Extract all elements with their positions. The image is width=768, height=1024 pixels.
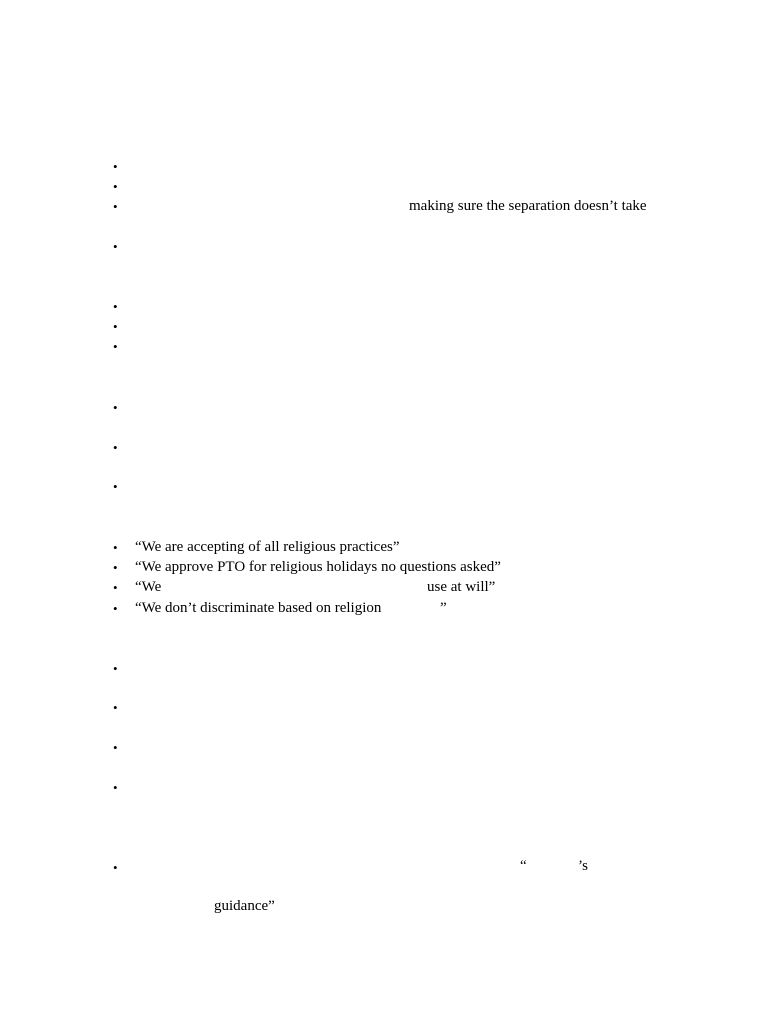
list-bullet: • (113, 479, 118, 494)
list-bullet: • (113, 780, 118, 795)
list-bullet: • (113, 440, 118, 455)
quote-text: ” (440, 600, 447, 616)
quote-text: “We (135, 579, 162, 595)
list-bullet: • (113, 339, 118, 354)
list-item-text: making sure the separation doesn’t take (409, 198, 647, 214)
list-bullet: • (113, 299, 118, 314)
list-bullet: • (113, 580, 118, 595)
list-bullet: • (113, 400, 118, 415)
list-bullet: • (113, 540, 118, 555)
list-bullet: • (113, 740, 118, 755)
quote-text: “We are accepting of all religious practices” (135, 539, 400, 555)
list-bullet: • (113, 601, 118, 616)
quote-fragment: guidance” (214, 898, 275, 914)
list-bullet: • (113, 159, 118, 174)
list-bullet: • (113, 239, 118, 254)
list-bullet: • (113, 560, 118, 575)
quote-text: use at will” (427, 579, 496, 595)
quote-fragment: ’s (578, 858, 589, 874)
quote-text: “We don’t discriminate based on religion (135, 600, 382, 616)
list-bullet: • (113, 179, 118, 194)
list-bullet: • (113, 860, 118, 875)
quote-fragment: “ (520, 858, 527, 874)
list-bullet: • (113, 319, 118, 334)
list-bullet: • (113, 199, 118, 214)
list-bullet: • (113, 661, 118, 676)
quote-text: “We approve PTO for religious holidays no questions asked” (135, 559, 501, 575)
list-bullet: • (113, 700, 118, 715)
